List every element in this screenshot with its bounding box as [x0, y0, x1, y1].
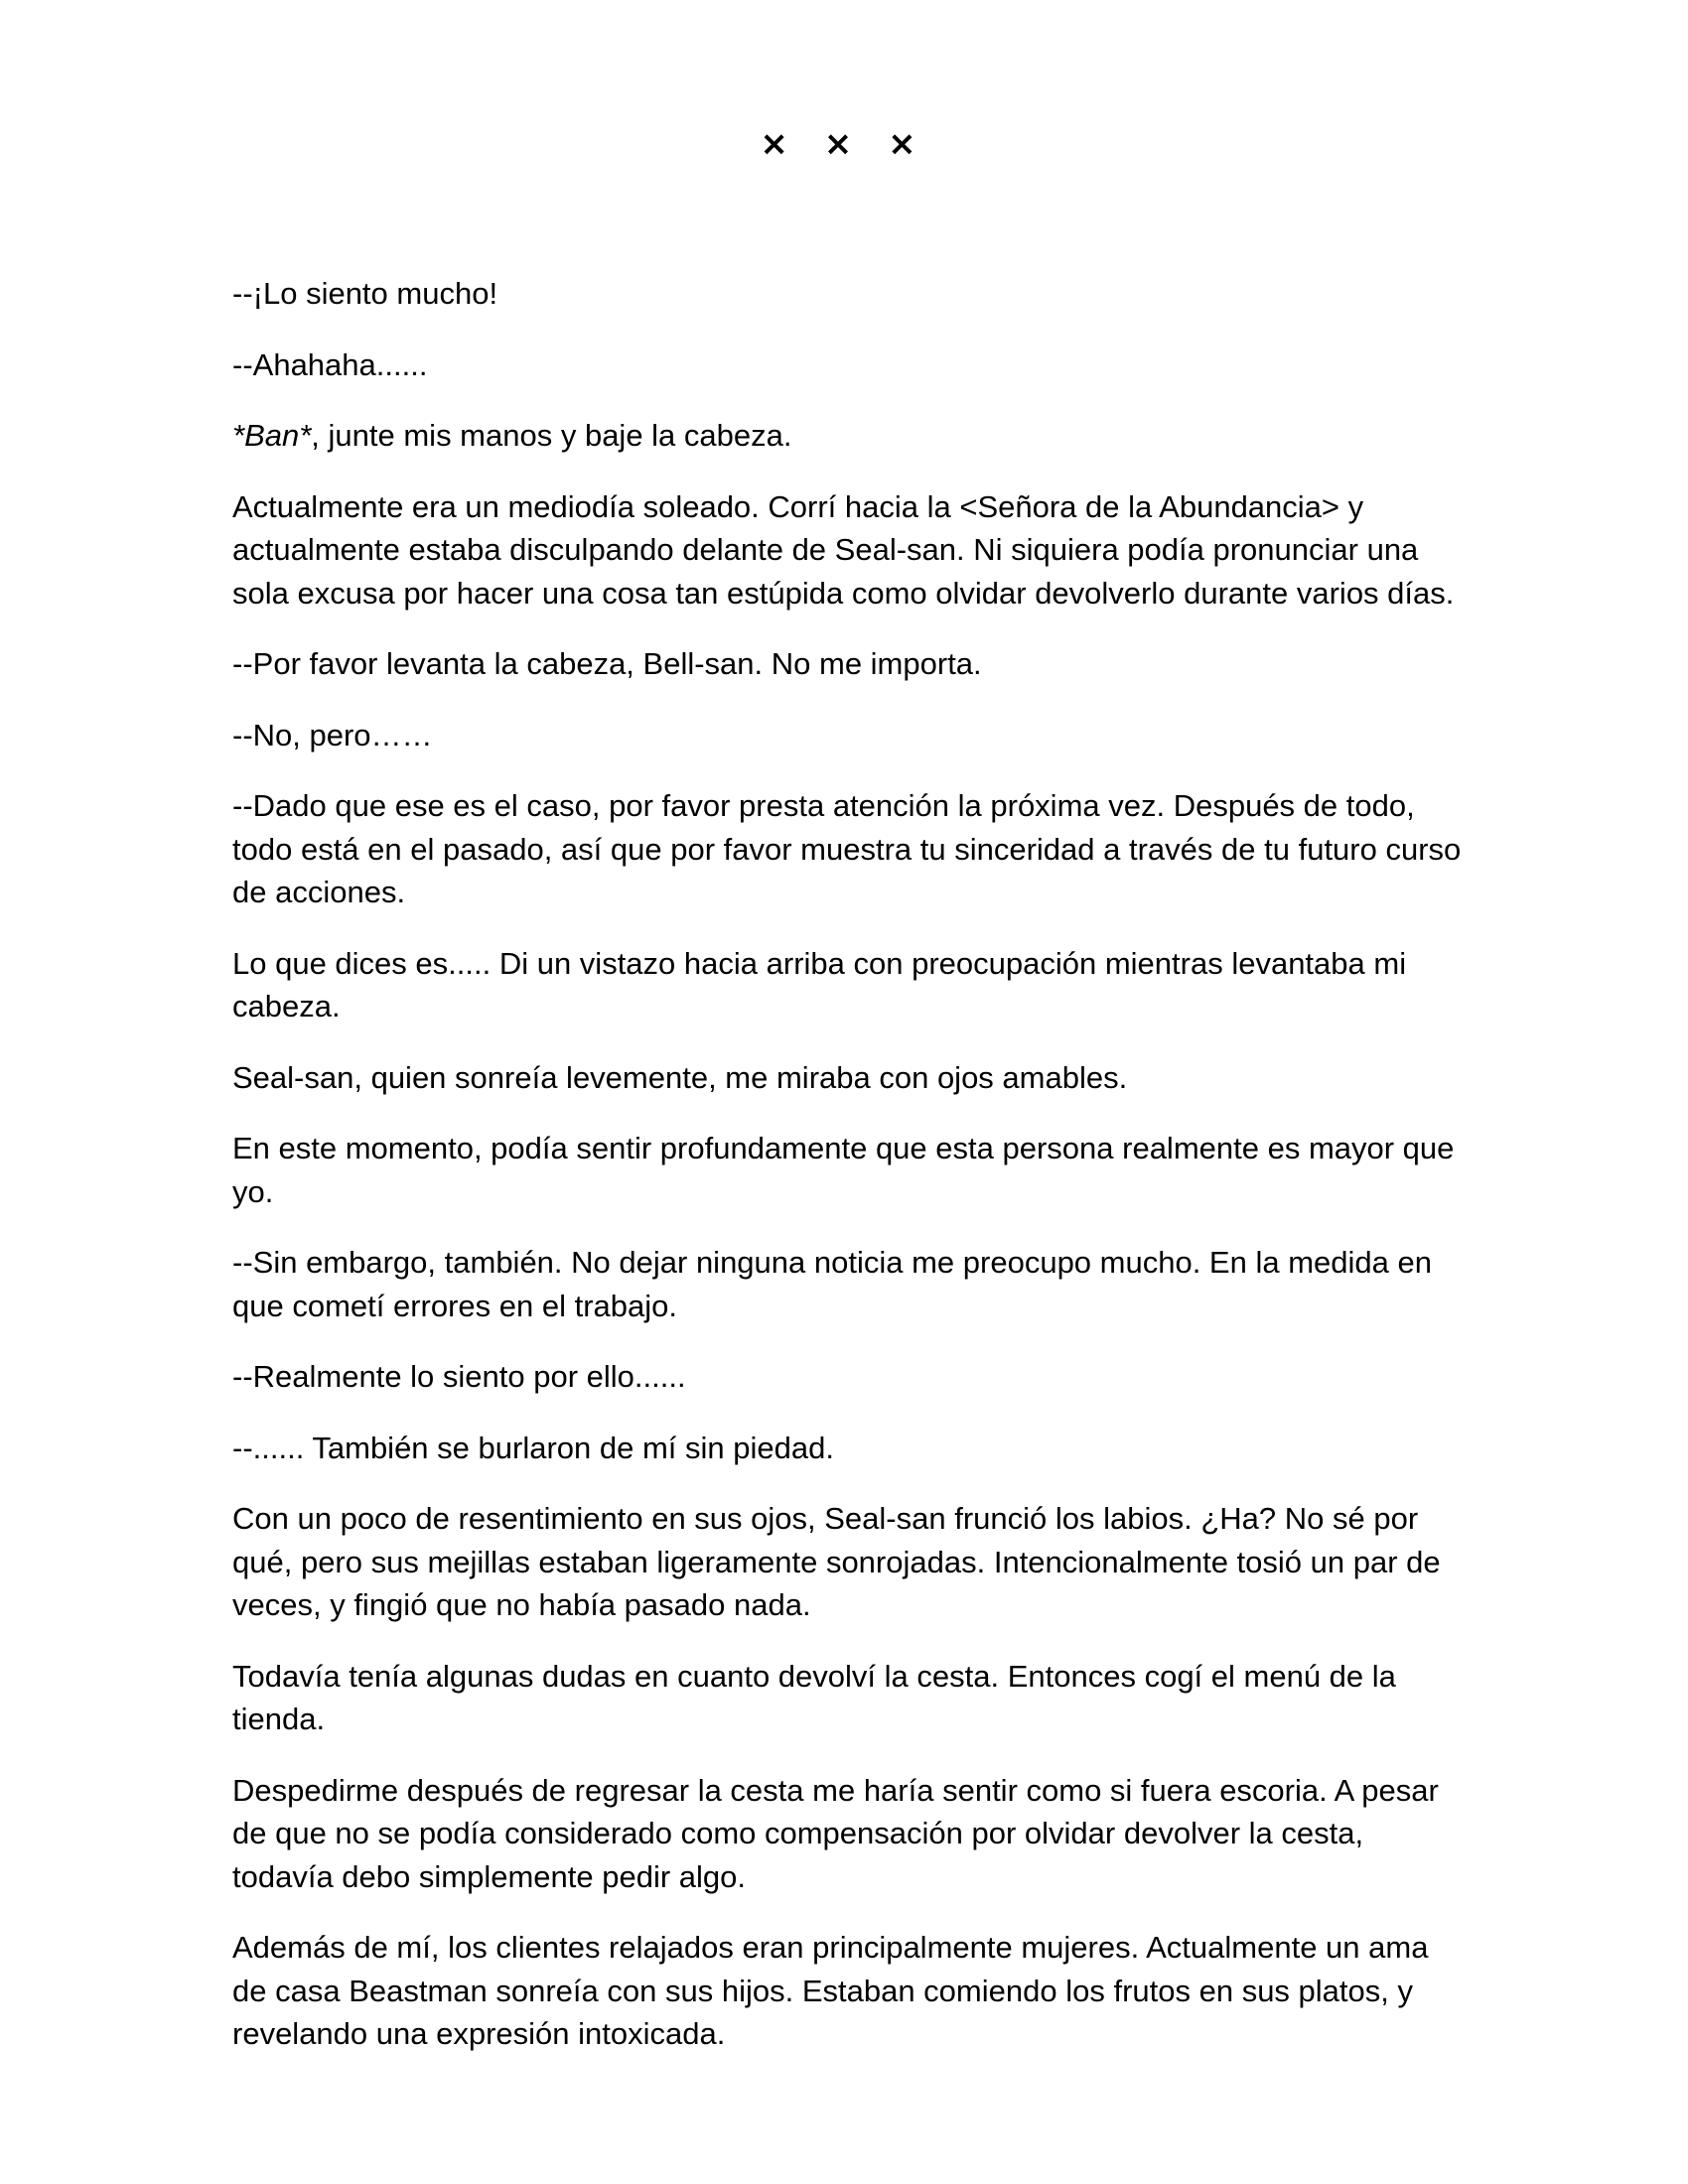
paragraph-text: --¡Lo siento mucho! — [232, 276, 498, 311]
paragraph-text: --Dado que ese es el caso, por favor presta atención la próxima vez. Después de todo, todo está en el pasado, así que por favor muestra tu sinceridad a través de tu futuro curso de acciones. — [232, 788, 1462, 909]
paragraph-12 — [232, 1355, 1464, 1399]
paragraph-text: En este momento, podía sentir profundamente que esta persona realmente es mayor que yo. — [232, 1131, 1455, 1209]
paragraph-text: Lo que dices es..... Di un vistazo hacia arriba con preocupación mientras levantaba mi cabeza. — [232, 945, 1407, 1024]
paragraph-10 — [232, 1127, 1464, 1213]
paragraph-1 — [232, 272, 1464, 316]
paragraph-11 — [232, 1241, 1464, 1327]
paragraph-14 — [232, 1497, 1464, 1627]
text-body — [232, 272, 1464, 2084]
paragraph-5 — [232, 642, 1464, 686]
paragraph-8 — [232, 942, 1464, 1028]
paragraph-15 — [232, 1655, 1464, 1741]
paragraph-3 — [232, 414, 1464, 458]
paragraph-text: --Ahahaha...... — [232, 346, 428, 382]
paragraph-text: Seal-san, quien sonreía levemente, me miraba con ojos amables. — [232, 1059, 1128, 1095]
paragraph-16 — [232, 1769, 1464, 1899]
paragraph-text: Todavía tenía algunas dudas en cuanto devolví la cesta. Entonces cogí el menú de la tienda. — [232, 1658, 1396, 1736]
paragraph-text: --Realmente lo siento por ello...... — [232, 1359, 686, 1394]
paragraph-text: --No, pero…… — [232, 717, 433, 752]
paragraph-17 — [232, 1926, 1464, 2056]
paragraph-text: Con un poco de resentimiento en sus ojos, Seal-san frunció los labios. ¿Ha? No sé por qué, pero sus mejillas estaban ligeramente sonrojadas. Intencionalmente tosió un par de veces, y fingió que no había pasado nada. — [232, 1501, 1441, 1622]
paragraph-text: Además de mí, los clientes relajados eran principalmente mujeres. Actualmente un ama de casa Beastman sonreía con sus hijos. Estaban comiendo los frutos en sus platos, y revelando una expresión intoxicada. — [232, 1930, 1429, 2051]
paragraph-text: , junte mis manos y baje la cabeza. — [311, 418, 792, 453]
paragraph-text: --Sin embargo, también. No dejar ninguna noticia me preocupo mucho. En la medida en que cometí errores en el trabajo. — [232, 1245, 1432, 1323]
scene-separator: × × × — [760, 124, 928, 164]
paragraph-text: --Por favor levanta la cabeza, Bell-san. No me importa. — [232, 646, 982, 681]
paragraph-4 — [232, 485, 1464, 615]
paragraph-9 — [232, 1056, 1464, 1100]
paragraph-7 — [232, 784, 1464, 914]
paragraph-text: --...... También se burlaron de mí sin piedad. — [232, 1430, 834, 1465]
paragraph-text: Despedirme después de regresar la cesta me haría sentir como si fuera escoria. A pesar de que no se podía considerado como compensación por olvidar devolver la cesta, todavía debo simplemente pedir algo. — [232, 1772, 1439, 1894]
paragraph-2 — [232, 343, 1464, 387]
sound-effect: *Ban* — [232, 418, 312, 453]
paragraph-13 — [232, 1427, 1464, 1470]
paragraph-text: Actualmente era un mediodía soleado. Corrí hacia la <Señora de la Abundancia> y actualmente estaba disculpando delante de Seal-san. Ni siquiera podía pronunciar una sola excusa por hacer una cosa tan estúpida como olvidar devolverlo durante varios días. — [232, 488, 1455, 611]
paragraph-6 — [232, 714, 1464, 757]
